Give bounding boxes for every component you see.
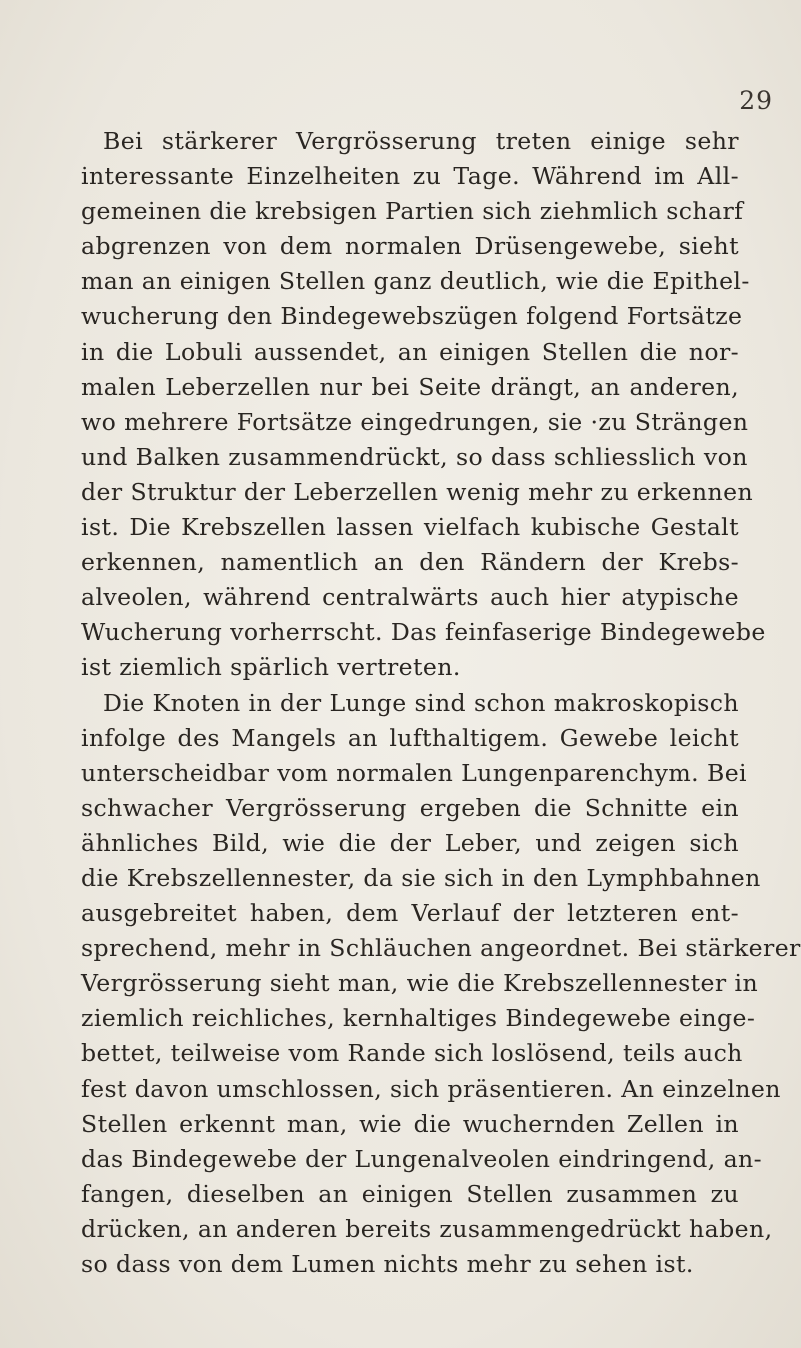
text-line: ausgebreitet haben, dem Verlauf der letzteren ent- — [81, 899, 739, 928]
text-line: ist. Die Krebszellen lassen vielfach kubische Gestalt — [81, 513, 739, 542]
text-line: Bei stärkerer Vergrösserung treten einige sehr — [103, 127, 739, 155]
body-text — [81, 124, 801, 1282]
paragraph-2 — [81, 686, 801, 1283]
text-line: ähnliches Bild, wie die der Leber, und zeigen sich — [81, 828, 739, 857]
text-line: abgrenzen von dem normalen Drüsengewebe, sieht — [81, 232, 739, 261]
text-line: wo mehrere Fortsätze eingedrungen, sie ·zu Strängen — [81, 407, 749, 436]
text-line: alveolen, während centralwärts auch hier atypische — [81, 583, 739, 612]
text-line: Die Knoten in der Lunge sind schon makroskopisch — [103, 688, 739, 717]
text-line: Wucherung vorherrscht. Das feinfaserige Bindegewebe — [81, 618, 766, 647]
text-line: drücken, an anderen bereits zusammengedrückt haben, — [81, 1214, 773, 1243]
text-line: und Balken zusammendrückt, so dass schliesslich von — [81, 442, 748, 471]
text-line: malen Leberzellen nur bei Seite drängt, an anderen, — [81, 372, 739, 401]
text-line: ziemlich reichliches, kernhaltiges Bindegewebe einge- — [81, 1004, 756, 1033]
text-line: unterscheidbar vom normalen Lungenparenchym. Bei — [81, 758, 748, 787]
text-line: man an einigen Stellen ganz deutlich, wie die Epithel- — [81, 267, 750, 296]
text-line: Stellen erkennt man, wie die wuchernden Zellen in — [81, 1109, 739, 1138]
text-line: ist ziemlich spärlich vertreten. — [81, 653, 461, 682]
text-line: fangen, dieselben an einigen Stellen zusammen zu — [81, 1179, 739, 1208]
text-line: bettet, teilweise vom Rande sich loslösend, teils auch — [81, 1039, 743, 1068]
text-line: interessante Einzelheiten zu Tage. Während im All- — [81, 162, 739, 191]
text-line: so dass von dem Lumen nichts mehr zu sehen ist. — [81, 1250, 694, 1278]
text-line: erkennen, namentlich an den Rändern der Krebs- — [81, 548, 739, 577]
text-line: infolge des Mangels an lufthaltigem. Gewebe leicht — [81, 723, 739, 752]
text-line: sprechend, mehr in Schläuchen angeordnet. Bei stärkerer — [81, 934, 801, 963]
text-line: fest davon umschlossen, sich präsentieren. An einzelnen — [81, 1074, 781, 1103]
text-line: das Bindegewebe der Lungenalveolen eindringend, an- — [81, 1144, 763, 1173]
page-number: 29 — [739, 86, 773, 115]
text-line: wucherung den Bindegewebszügen folgend Fortsätze — [81, 302, 743, 331]
text-line: die Krebszellennester, da sie sich in den Lymphbahnen — [81, 863, 761, 892]
text-line: in die Lobuli aussendet, an einigen Stellen die nor- — [81, 337, 739, 366]
paragraph-1 — [81, 124, 766, 686]
text-line: gemeinen die krebsigen Partien sich ziehmlich scharf — [81, 197, 744, 226]
text-line: Vergrösserung sieht man, wie die Krebszellennester in — [81, 969, 759, 998]
text-line: der Struktur der Leberzellen wenig mehr zu erkennen — [81, 477, 754, 506]
text-line: schwacher Vergrösserung ergeben die Schnitte ein — [81, 793, 739, 822]
